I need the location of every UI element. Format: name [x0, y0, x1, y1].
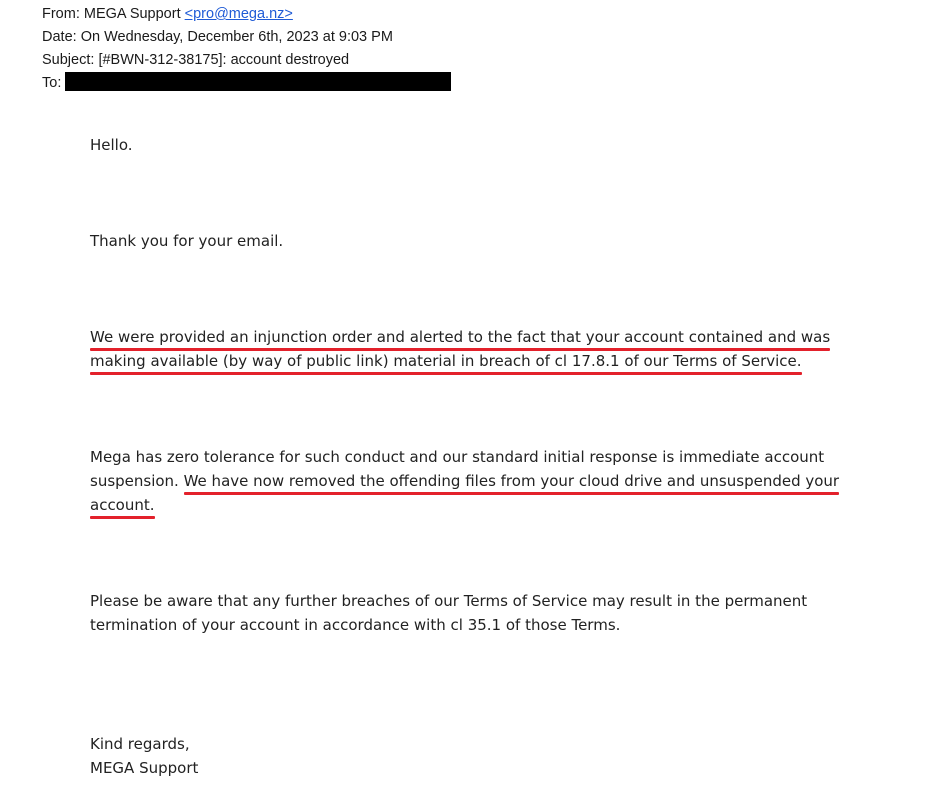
email-header: [42, 3, 451, 95]
date-label: Date:: [42, 29, 77, 45]
thanks-paragraph: [90, 229, 880, 253]
warning-paragraph: [90, 589, 880, 637]
from-row: [42, 3, 451, 26]
paragraph-text: termination of your account in accordance with cl 35.1 of those Terms.: [90, 616, 621, 634]
date-row: [42, 26, 451, 49]
redacted-recipient: [65, 72, 451, 91]
paragraph-text: suspension.: [90, 472, 184, 490]
injunction-paragraph: [90, 325, 880, 373]
greeting-text: Hello.: [90, 136, 133, 154]
from-name: MEGA Support: [83, 6, 181, 22]
suspension-paragraph: [90, 445, 880, 517]
highlighted-text: We were provided an injunction order and alerted to the fact that your account contained and was: [90, 328, 831, 346]
highlighted-text: account.: [90, 496, 155, 514]
from-email-link[interactable]: <pro@mega.nz>: [184, 6, 293, 22]
greeting: [90, 133, 880, 157]
subject-row: [42, 49, 451, 72]
highlighted-text: We have now removed the offending files from your cloud drive and unsuspended your: [183, 472, 840, 490]
subject-label: Subject:: [42, 52, 95, 68]
paragraph-text: Mega has zero tolerance for such conduct and our standard initial response is immediate account: [90, 448, 825, 466]
to-row: [42, 72, 451, 95]
signature-block: [90, 732, 880, 780]
from-label: From:: [42, 6, 80, 22]
subject-value: [#BWN-312-38175]: account destroyed: [98, 52, 350, 68]
signature-text: MEGA Support: [90, 759, 199, 777]
thanks-text: Thank you for your email.: [90, 232, 284, 250]
highlighted-text: making available (by way of public link) material in breach of cl 17.8.1 of our Terms of Service.: [90, 352, 802, 370]
signoff-text: Kind regards,: [90, 735, 190, 753]
to-label: To:: [42, 75, 62, 91]
date-value: On Wednesday, December 6th, 2023 at 9:03 PM: [80, 29, 393, 45]
paragraph-text: Please be aware that any further breaches of our Terms of Service may result in the permanent: [90, 592, 808, 610]
